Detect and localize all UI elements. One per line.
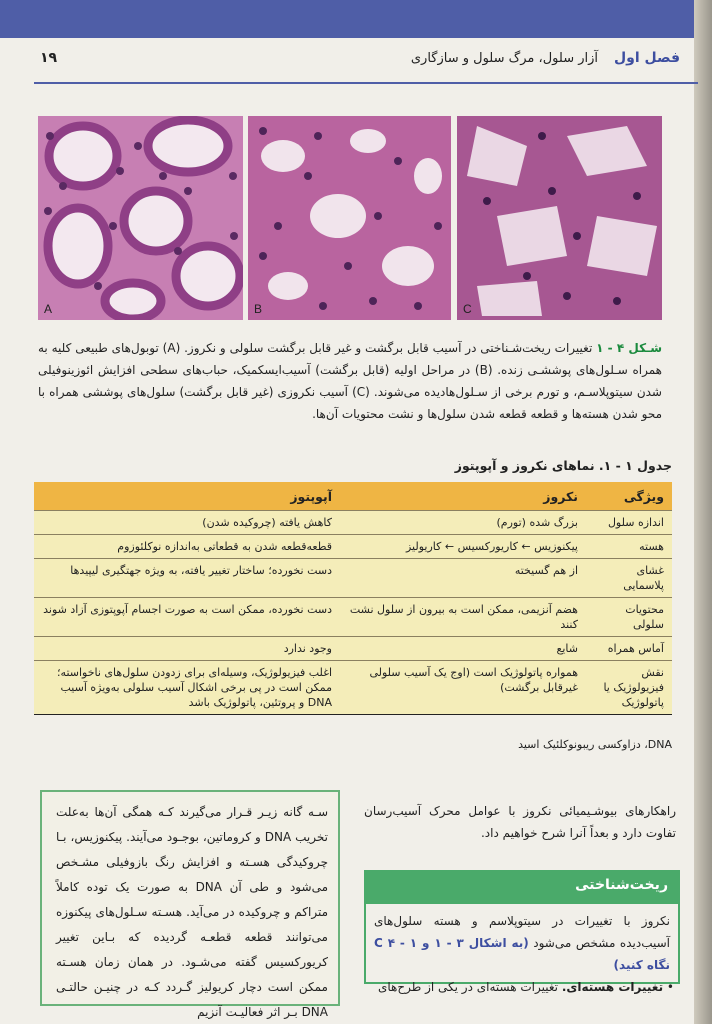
cell-feature: اندازه سلول: [586, 511, 672, 535]
table-row: [34, 511, 672, 535]
nuclear-changes-bullet: [374, 980, 674, 994]
micrograph-c-image: [457, 116, 662, 320]
cell-apoptosis: وجود ندارد: [34, 637, 340, 661]
micrograph-a-image: [38, 116, 243, 320]
header-feature: ویژگی: [586, 482, 672, 511]
morphology-section-title: ریخت‌شناختی: [575, 877, 668, 893]
cell-necrosis: بزرگ شده (تورم): [340, 511, 586, 535]
cell-feature: نقش فیزیولوژیک یا پاتولوژیک: [586, 661, 672, 715]
panel-label-a: A: [44, 302, 53, 316]
table-row: [34, 559, 672, 598]
left-box-text: سـه گانه زیـر قـرار می‌گیرند کـه همگی آن‌ها به‌علت تخریب DNA و کروماتین، بوجـود می‌آیند. پیکنوزیس، بـا چروکیدگی هسـته و افزایش رنگ بازوفیلی مشـخص می‌شود و طی آن DNA به صورت یک توده کاملاً متراکم و چروکیده در می‌آید. هسـته سـلول‌های پیکنوزه می‌توانند قطعه قطعـه گردیده که بـاین تغییر کریورکسیس گفته می‌شـود. در همان زمان هسـته ممکن است دچار کریولیز گـردد کـه در چنیـن حالتـی DNA بـر اثر فعالیـت آنزیم: [56, 805, 328, 1019]
morphology-section-text: [374, 910, 670, 976]
header-necrosis: نکروز: [340, 482, 586, 511]
micrograph-panel-b: [248, 116, 451, 320]
cell-necrosis: هضم آنزیمی، ممکن است به بیرون از سلول نشت کنند: [340, 598, 586, 637]
micrograph-panel-a: [38, 116, 243, 320]
micrograph-panel-c: [457, 116, 662, 320]
panel-label-b: B: [254, 302, 263, 316]
page-edge-shadow: [694, 0, 712, 1024]
table-row: [34, 661, 672, 715]
chapter-label: فصل اول: [614, 50, 680, 66]
cell-apoptosis: دست نخورده، ممکن است به صورت اجسام آپوپتوزی آزاد شوند: [34, 598, 340, 637]
table-row: [34, 598, 672, 637]
cell-necrosis: پیکنوزیس ← کاریورکسیس ← کاریولیز: [340, 535, 586, 559]
bullet-heading: تغییرات هسته‌ای.: [561, 980, 664, 994]
cell-apoptosis: قطعه‌قطعه شدن به قطعاتی به‌اندازه نوکلئوزوم: [34, 535, 340, 559]
bullet-text: تغییرات هسته‌ای در یکی از طرح‌های: [377, 980, 562, 994]
right-paragraph: راهکارهای بیوشـیمیائی نکروز با عوامل محرک آسیب‌رسان تفاوت دارد و بعداً آنرا شرح خواهیم داد.: [364, 804, 676, 840]
bullet-icon: •: [663, 980, 674, 994]
necrosis-apoptosis-table: [34, 482, 672, 715]
top-color-bar: [0, 0, 712, 38]
cell-feature: غشای پلاسمایی: [586, 559, 672, 598]
cell-necrosis: از هم گسیخته: [340, 559, 586, 598]
cell-feature: هسته: [586, 535, 672, 559]
figure-caption: [38, 337, 662, 425]
cell-necrosis: شایع: [340, 637, 586, 661]
figure-caption-label: شـکل ۴ - ۱: [596, 341, 663, 355]
table-title: جدول ۱ - ۱. نماهای نکروز و آپوپتوز: [454, 458, 672, 473]
header-apoptosis: آپوپتوز: [34, 482, 340, 511]
cell-feature: محتویات سلولی: [586, 598, 672, 637]
morphology-section-header: [364, 870, 680, 904]
left-text-box: [40, 790, 340, 1019]
page-number: ۱۹: [40, 50, 58, 66]
table-header-row: [34, 482, 672, 511]
cell-feature: آماس همراه: [586, 637, 672, 661]
figure-caption-text: تغییرات ریخت‌شـناختی در آسیب قابل برگشت و غیر قابل برگشت سلولی و نکروز. (A) توبول‌های طبیعی کلیه به همراه سـلول‌های پوششـی زنده. (B) در مراحل اولیه (قابل برگشت) آسیب‌ایسکمیک، حباب‌های سطحی افزایش ائوزینوفیلی شدن سیتوپلاسـم، و تورم برخی از سـلول‌هادیده می‌شوند. (C) آسیب نکروزی (غیر قابل برگشت) سلول‌های پوششی همراه با محو شدن هسته‌ها و قطعه قطعه شدن سلول‌ها و نشت محتویات آن‌ها.: [38, 341, 663, 421]
chapter-title: آزار سلول، مرگ سلول و سازگاری: [410, 51, 598, 66]
panel-label-c: C: [463, 302, 472, 316]
cell-apoptosis: کاهش یافته (چروکیده شدن): [34, 511, 340, 535]
cell-apoptosis: اغلب فیزیولوژیک، وسیله‌ای برای زدودن سلول‌های ناخواسته؛ ممکن است در پی برخی اشکال آسیب سلولی به‌ویژه آسیب DNA و پروتئین، پاتولوژیک باشد: [34, 661, 340, 715]
table-row: [34, 535, 672, 559]
cell-necrosis: همواره پاتولوژیک است (اوج یک آسیب سلولی غیرقابل برگشت): [340, 661, 586, 715]
header-divider: [34, 82, 698, 84]
morphology-text: نکروز با تغییرات در سیتوپلاسم و هسته سلول‌های آسیب‌دیده مشخص می‌شود: [374, 914, 670, 950]
table-row: [34, 637, 672, 661]
cell-apoptosis: دست نخورده؛ ساختار تغییر یافته، به ویژه جهتگیری لیپیدها: [34, 559, 340, 598]
table-footnote: DNA، دزاوکسی ریبونوکلئیک اسید: [518, 738, 672, 751]
micrograph-b-image: [248, 116, 451, 320]
figure-reference: (به اشکال ۳ - ۱ و C ۴ - ۱ نگاه کنید): [374, 936, 670, 972]
page-header: [34, 44, 698, 78]
